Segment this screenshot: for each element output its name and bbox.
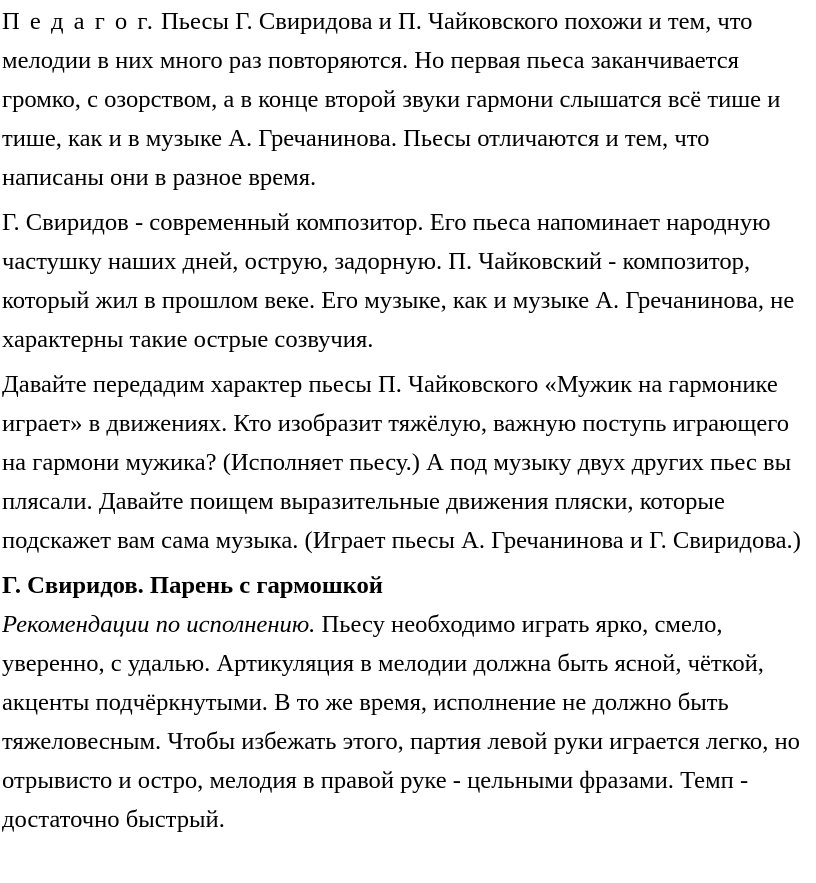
- recommendations-lead: Рекомендации по исполнению.: [2, 611, 316, 638]
- section-heading: Г. Свиридов. Парень с гармошкой: [2, 572, 383, 599]
- paragraph-movement-activity: [2, 365, 812, 560]
- paragraph-text: Пьесу необходимо играть ярко, смело, уверенно, с удалью. Артикуляция в мелодии должна быть ясной, чёткой, акценты подчёркнутыми. В то же время, исполнение не должно быть тяжеловесным. Чтобы избежать этого, партия левой руки играется легко, но отрывисто и остро, мелодия в правой руке - цельными фразами. Темп - достаточно быстрый.: [2, 611, 800, 833]
- paragraph-text: Давайте передадим характер пьесы П. Чайковского «Мужик на гармонике играет» в движениях. Кто изобразит тяжёлую, важную поступь играющего на гармони мужика? (Исполняет пьесу.) А под музыку двух других пьес вы плясали. Давайте поищем выразительные движения пляски, которые подскажет вам сама музыка. (Играет пьесы А. Гречанинова и Г. Свиридова.): [2, 371, 801, 554]
- paragraph-text: Г. Свиридов - современный композитор. Его пьеса напоминает народную частушку наших дней, острую, задорную. П. Чайковский - композитор, который жил в прошлом веке. Его музыке, как и музыке А. Гречанинова, не характерны такие острые созвучия.: [2, 209, 795, 353]
- paragraph-teacher-comparison: [2, 2, 812, 197]
- paragraph-performance-recommendations: [2, 605, 812, 839]
- paragraph-composers: [2, 203, 812, 359]
- speaker-label: П е д а г о г.: [2, 8, 155, 35]
- paragraph-text: Пьесы Г. Свиридова и П. Чайковского похожи и тем, что мелодии в них много раз повторяются. Но первая пьеса заканчивается громко, с озорством, а в конце второй звуки гармони слышатся всё тише и тише, как и в музыке А. Гречанинова. Пьесы отличаются и тем, что написаны они в разное время.: [2, 8, 781, 191]
